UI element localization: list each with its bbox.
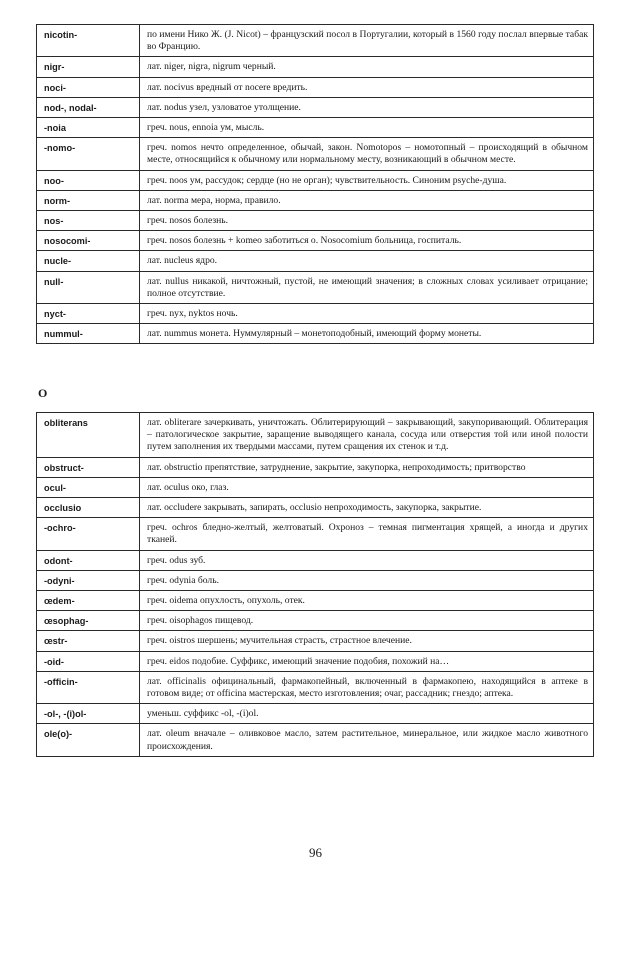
definition-cell: лат. officinalis официнальный, фармакопейный, включенный в фармакопею, находящийся в аптеке в готовом виде; от officina мастерская, место изготовления; очаг, рассадник; гнездо; аптека.: [140, 671, 594, 703]
term-cell: nosocomi-: [37, 231, 140, 251]
glossary-table-n: [36, 24, 594, 344]
glossary-row: [37, 457, 594, 477]
definition-cell: греч. nosos болезнь + komeo заботиться о. Nosocomium больница, госпиталь.: [140, 231, 594, 251]
definition-cell: лат. occludere закрывать, запирать, occlusio непроходимость, закупорка, закрытие.: [140, 498, 594, 518]
definition-cell: лат. nullus никакой, ничтожный, пустой, не имеющий значения; в сложных словах усиливает отрицание; полное отсутствие.: [140, 271, 594, 303]
definition-cell: греч. odus зуб.: [140, 550, 594, 570]
glossary-row: [37, 231, 594, 251]
term-cell: obliterans: [37, 413, 140, 458]
definition-cell: лат. nummus монета. Нуммулярный – монетоподобный, имеющий форму монеты.: [140, 324, 594, 344]
definition-cell: лат. obstructio препятствие, затруднение, закрытие, закупорка, непроходимость; притворство: [140, 457, 594, 477]
term-cell: nyct-: [37, 304, 140, 324]
term-cell: noci-: [37, 77, 140, 97]
glossary-row: [37, 413, 594, 458]
definition-cell: греч. oisophagos пищевод.: [140, 611, 594, 631]
term-cell: nigr-: [37, 57, 140, 77]
term-cell: norm-: [37, 190, 140, 210]
term-cell: -ochro-: [37, 518, 140, 550]
definition-cell: лат. nucleus ядро.: [140, 251, 594, 271]
definition-cell: лат. oleum вначале – оливковое масло, затем растительное, минеральное, или жидкое масло животного происхождения.: [140, 724, 594, 756]
definition-cell: греч. oistros шершень; мучительная страсть, страстное влечение.: [140, 631, 594, 651]
glossary-row: [37, 704, 594, 724]
glossary-row: [37, 97, 594, 117]
term-cell: œdem-: [37, 591, 140, 611]
definition-cell: уменьш. суффикс -ol, -(i)ol.: [140, 704, 594, 724]
term-cell: œstr-: [37, 631, 140, 651]
term-cell: -oid-: [37, 651, 140, 671]
glossary-row: [37, 550, 594, 570]
page-number: 96: [309, 845, 322, 860]
glossary-table-o: [36, 412, 594, 757]
definition-cell: лат. oculus око, глаз.: [140, 477, 594, 497]
definition-cell: греч. nomos нечто определенное, обычай, закон. Nomotopos – номотопный – происходящий в обычном месте, относящийся к обычному или нормальному месту, возникающий в обычном месте.: [140, 138, 594, 170]
glossary-row: [37, 591, 594, 611]
term-cell: noo-: [37, 170, 140, 190]
glossary-row: [37, 138, 594, 170]
definition-cell: греч. nyx, nyktos ночь.: [140, 304, 594, 324]
glossary-row: [37, 211, 594, 231]
glossary-row: [37, 190, 594, 210]
term-cell: ole(o)-: [37, 724, 140, 756]
glossary-row: [37, 251, 594, 271]
definition-cell: лат. niger, nigra, nigrum черный.: [140, 57, 594, 77]
definition-cell: греч. eidos подобие. Суффикс, имеющий значение подобия, похожий на…: [140, 651, 594, 671]
glossary-row: [37, 304, 594, 324]
definition-cell: лат. nodus узел, узловатое утолщение.: [140, 97, 594, 117]
term-cell: -officin-: [37, 671, 140, 703]
glossary-row: [37, 671, 594, 703]
term-cell: odont-: [37, 550, 140, 570]
glossary-row: [37, 498, 594, 518]
glossary-row: [37, 570, 594, 590]
glossary-row: [37, 324, 594, 344]
glossary-row: [37, 631, 594, 651]
term-cell: œsophag-: [37, 611, 140, 631]
term-cell: -noia: [37, 118, 140, 138]
term-cell: occlusio: [37, 498, 140, 518]
definition-cell: лат. obliterare зачеркивать, уничтожать. Облитерирующий – закрывающий, закупоривающий. Облитерация – патологическое закрытие, заращение выводящего канала, сосуда или отверстия той или иной полости путем заполнения их твердыми массами, путем сращения их стенок и т.д.: [140, 413, 594, 458]
glossary-row: [37, 77, 594, 97]
term-cell: -nomo-: [37, 138, 140, 170]
term-cell: nod-, nodal-: [37, 97, 140, 117]
definition-cell: греч. odynia боль.: [140, 570, 594, 590]
glossary-row: [37, 477, 594, 497]
glossary-row: [37, 118, 594, 138]
definition-cell: греч. oidema опухлость, опухоль, отек.: [140, 591, 594, 611]
glossary-row: [37, 57, 594, 77]
definition-cell: лат. norma мера, норма, правило.: [140, 190, 594, 210]
definition-cell: греч. ochros бледно-желтый, желтоватый. Охроноз – темная пигментация хрящей, а иногда и других тканей.: [140, 518, 594, 550]
glossary-row: [37, 170, 594, 190]
definition-cell: греч. nous, ennoia ум, мысль.: [140, 118, 594, 138]
glossary-row: [37, 724, 594, 756]
term-cell: ocul-: [37, 477, 140, 497]
section-letter: O: [38, 386, 48, 400]
definition-cell: лат. nocivus вредный от nocere вредить.: [140, 77, 594, 97]
term-cell: nummul-: [37, 324, 140, 344]
glossary-row: [37, 651, 594, 671]
glossary-row: [37, 611, 594, 631]
term-cell: nucle-: [37, 251, 140, 271]
glossary-row: [37, 518, 594, 550]
term-cell: null-: [37, 271, 140, 303]
term-cell: obstruct-: [37, 457, 140, 477]
term-cell: -ol-, -(i)ol-: [37, 704, 140, 724]
glossary-row: [37, 25, 594, 57]
definition-cell: по имени Нико Ж. (J. Nicot) – французский посол в Португалии, который в 1560 году послал впервые табак во Францию.: [140, 25, 594, 57]
term-cell: nicotin-: [37, 25, 140, 57]
definition-cell: греч. noos ум, рассудок; сердце (но не орган); чувствительность. Синоним psyche-душа.: [140, 170, 594, 190]
definition-cell: греч. nosos болезнь.: [140, 211, 594, 231]
term-cell: nos-: [37, 211, 140, 231]
term-cell: -odyni-: [37, 570, 140, 590]
glossary-row: [37, 271, 594, 303]
